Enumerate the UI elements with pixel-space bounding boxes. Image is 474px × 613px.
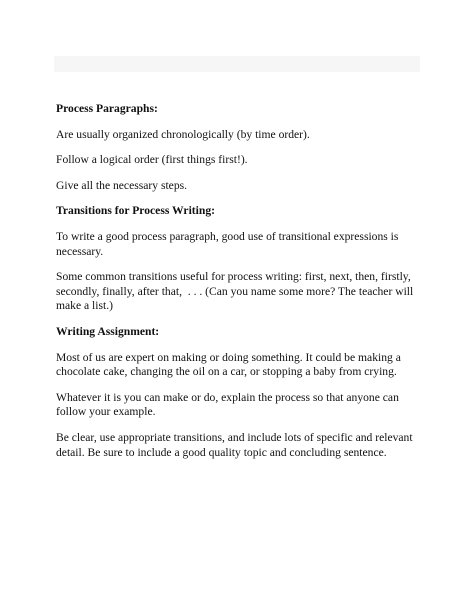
assignment-paragraph-3: Be clear, use appropriate transitions, and include lots of specific and relevant detail. Be sure to include a good quality topic and concluding sentence. xyxy=(56,430,416,459)
assignment-paragraph-1: Most of us are expert on making or doing something. It could be making a chocolate cake, changing the oil on a car, or stopping a baby from crying. xyxy=(56,350,404,379)
document-body xyxy=(56,102,426,471)
process-point-2: Follow a logical order (first things first!). xyxy=(56,153,248,167)
page-header-band xyxy=(54,56,420,72)
assignment-paragraph-2: Whatever it is you can make or do, explain the process so that anyone can follow your example. xyxy=(56,390,402,419)
section-heading-process-paragraphs: Process Paragraphs: xyxy=(56,102,158,115)
process-point-1: Are usually organized chronologically (by time order). xyxy=(56,127,310,141)
transitions-paragraph-1: To write a good process paragraph, good use of transitional expressions is necessary. xyxy=(56,229,402,258)
section-heading-transitions: Transitions for Process Writing: xyxy=(56,204,215,218)
transitions-paragraph-2: Some common transitions useful for process writing: first, next, then, firstly, secondly, finally, after that, . . . (Can you name some more? The teacher will make a list.) xyxy=(56,270,417,313)
section-heading-writing-assignment: Writing Assignment: xyxy=(56,324,160,338)
process-point-3: Give all the necessary steps. xyxy=(56,178,188,192)
